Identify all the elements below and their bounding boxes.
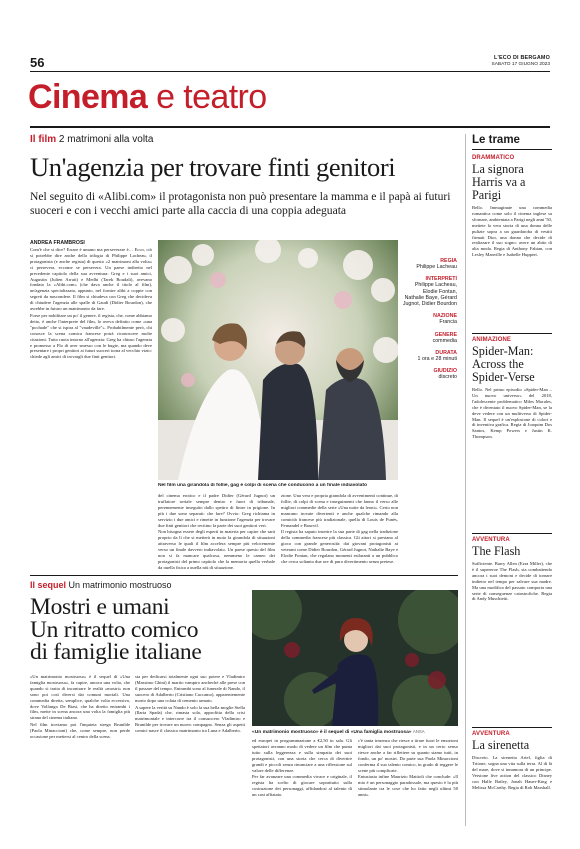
article1-kicker [30, 134, 153, 145]
sidebar-item [472, 727, 552, 849]
info-value: Philippe Lacheau [416, 264, 457, 270]
sidebar-item-genre: ANIMAZIONE [472, 337, 511, 343]
info-label: GENERE [434, 331, 457, 338]
page-date: SABATO 17 GIUGNO 2023 [491, 62, 550, 67]
sidebar-title: Le trame [472, 134, 552, 150]
info-row-country [402, 313, 457, 325]
sidebar-item-genre: DRAMMATICO [472, 155, 515, 161]
article2-photo [252, 590, 458, 726]
article1-byline: ANDREA FRAMBROSI [30, 240, 85, 246]
article2-photo-caption [252, 729, 425, 735]
article2-col1-p2: Nel film troviamo poi l'inquieta strega Brunilde (Paola Minaccioni) che, come sempre, non perde occasione per mettersi al centro della scena. [30, 722, 130, 740]
sidebar-divider [465, 134, 466, 826]
article2-headline-line1: Mostri e umani [30, 594, 170, 620]
info-value: Francia [439, 319, 457, 326]
info-row-genre [402, 332, 457, 344]
section-title-part2: e teatro [156, 78, 267, 116]
sidebar-item-text: Bello. Nel primo episodio «Spider-Man – Un nuovo universo» del 2018, l'adolescente problematico Miles Morales, che è diventato il nuovo Spider-Man, se la deve vedere con un multiverso di Spider-Man. Il sequel è un'esplosione di colori e di inventiva grafica. Regia di Joaquim Dos Santos, Kemp Powers e Justin K. Thompson. [472, 387, 552, 440]
article1-col3-p1: zione. Una vera e propria girandola di avvenimenti continue, di follie, di colpi di scena e inseguimenti che fanno il verso alle migliori commedie della serie «Una notte da leoni». Certo non mancano trovate divertenti e anche qualche rimando alla comicità francese più tradizionale, quella di Louis de Funès, Fernandel e Bourvil. [281, 493, 398, 528]
sidebar-le-trame [472, 134, 552, 849]
info-label: INTERPRETI [425, 276, 457, 283]
info-row-rating [402, 368, 457, 380]
sidebar-item [472, 333, 552, 527]
article2-headline [30, 596, 202, 664]
article2-col1 [30, 674, 130, 826]
sidebar-item-title: La sirenetta [472, 738, 530, 752]
article2-caption-text: «Un matrimonio mostruoso» è il sequel di «Una famiglia mostruosa» [252, 730, 412, 735]
article2-col3-p1: ed europei in programmazione a €2,50 in sala. Gli spettatori avranno modo di vedere un film che punta tutto sulla leggerezza e sulla simpatia dei suoi protagonisti, con una storia che cerca di divertire grandi e piccoli senza rinunciare a una riflessione sul valore delle differenze. [252, 738, 352, 773]
section-rule [30, 126, 550, 128]
article2-col2-p1: sta per dedicarsi totalmente ogni suo potere e Vladimiro (Massimo Ghini) il marito vampiro ancheché alle prese con il passare del tempo. Entrambi sono al funerale di Nando, il suocero di Adalberto (Cristiano Caccamo), apparentemente morto dopo una colata di cemento armato. [135, 674, 245, 703]
section-title-part1: Cinema [28, 78, 148, 116]
article1-headline: Un'agenzia per trovare finti genitori [30, 152, 396, 182]
info-label: REGIA [440, 258, 457, 264]
article2-kicker [30, 580, 172, 590]
article1-kicker-rest: 2 matrimoni alla volta [58, 134, 154, 145]
info-row-director [402, 258, 457, 270]
info-label: DURATA [435, 350, 457, 357]
article1-col2-p1: del cinema erotico e il padre Didier (Gérard Jugnot) un truffatore seriale sempre dentro e fuori di tribunale, perennemente inseguito dallo spettro di finire in prigione. In più i due sono separati: che fare? Ovvio: Greg richiama in servizio i due amici e rimette in funzione l'agenzia per trovare due finti genitori che recitino la parte dei suoi genitori veri. [158, 493, 275, 528]
article1-col1-p1: Com'è che si dice? Errare è umano ma perseverare è… Ecco, ciò si potrebbe dire anche della trilogia di Philippe Lacheau, il protagonista (e anche regista) di questo «2 matrimoni alla volta» ci persevera, eccome se persevera. Un paese indiretto nel precedente capitolo della sua avventura: Greg e i suoi amici, Augustin (Julien Arruti) e Medhi (Tarek Boudali), avevano fondato la «Alibi.com» (che dava anche il titolo al film), un'agenzia specializzata, appunto, nel fornire alibi a coppie con segreti da nascondere. Il film si chiudeva con Greg che decideva di chiudere l'agenzia alle spalle di Gaudi (Didier Bourdon), che avrebbe in futuro un matrimonio da fare. [30, 247, 152, 312]
info-label: NAZIONE [433, 313, 457, 320]
article2-kicker-rest: Un matrimonio mostruoso [68, 580, 172, 590]
article1-col2-p2: Non bisogna essere degli esperti in materia per capire che sarà proprio da lì che si metterà in moto la girandola di situazioni attraverso le quali il film accelera sempre più velocemente verso un finale davvero indiavolato. Un paese questo del film non si fa mancare qualcosa, nemmeno le cameo dei protagonisti del primo capitolo che la memoria quella verbale da quella fisica a quella più di situazione. [158, 529, 275, 569]
article2-col3-p2: Per far avanzare una commedia vivace e originale, il regista ha scelto di giocare soprattutto sulla costruzione dei personaggi, affidandosi al talento di un cast affiatato. [252, 774, 352, 798]
article2-headline-line2: Un ritratto comico [30, 616, 199, 643]
article2-col2 [135, 674, 245, 826]
article2-col4-p1: c'è tanta irruenza che riesce a tirare fuori le emozioni migliori dai suoi protagonisti, e in un certo senso riesce anche a far riflettere su quanto siamo tutti, in fondo, un po' mostri. Da parte sua Paola Minaccioni conferma il suo talento comico, in grado di reggere le scene più complicate. [358, 738, 458, 773]
sidebar-item-genre: AVVENTURA [472, 731, 510, 737]
wedding-photo-illustration [158, 240, 398, 480]
sidebar-item-title: La signora Harris va a Parigi [472, 162, 526, 202]
info-label: GIUDIZIO [433, 368, 457, 375]
article2-headline-line3: di famiglie italiane [30, 639, 202, 665]
sidebar-item-genre: AVVENTURA [472, 537, 510, 543]
article1-kicker-label: Il film [30, 134, 57, 145]
article1-col2 [158, 493, 275, 569]
article1-photo-caption: Nel film una girandola di follie, gag e colpi di scena che conducono a un finale indiavolato [158, 483, 367, 488]
info-value: discreto [438, 374, 457, 381]
sidebar-item [472, 533, 552, 721]
section-title [28, 78, 267, 116]
article1-col3-p2: Il regista ha saputo inserire la sua parte di gag nella tradizione della commedia francese più classica. Gli attori si prestano al gioco con grande generosità: dai giovani protagonisti ai veterani come Didier Bourdon, Gérard Jugnot, Nathalie Baye e Elodie Fontan, che regalano momenti esilaranti a un pubblico che cerca soltanto due ore di puro divertimento senza pretese. [281, 529, 398, 564]
sidebar-item-text: Discreto. La sirenetta Ariel, figlia di Tritone, sogna una vita sulla terra. Al di là del mare, dove si innamora di un principe. Versione live action del classico Disney con Halle Bailey, Jonah Hauer-King e Melissa McCarthy. Regia di Rob Marshall. [472, 755, 552, 790]
info-row-cast [402, 276, 457, 307]
article1-col1-p2: Forse per nobilitare un po' il genere, il regista, che, come abbiamo detto, è anche l'interprete del film, lo aveva definito come «una "pochade" che si ispira al "vaudeville"». Probabilmente però, chi conosce la scena comica francese potrà riconoscere molte citazioni. Tutto ruota intorno all'agenzia: Greg ha chiuso l'agenzia e promesso a Flo di aver smesso con le bugie, ma quando deve presentare i propri genitori ai futuri suoceri torna al vecchio vizio: chiede agli amici di trovargli due finti genitori. [30, 312, 152, 360]
sidebar-item-title: Spider-Man: Across the Spider-Verse [472, 344, 535, 384]
header-rule [30, 71, 550, 72]
article1-standfirst: Nel seguito di «Alibi.com» il protagonista non può presentare la mamma e il papà ai futuri suoceri e con i vecchi amici parte alla caccia di una coppia adeguata [30, 190, 451, 217]
newspaper-name: L'ECO DI BERGAMO [494, 55, 550, 61]
info-row-duration [402, 350, 457, 362]
film-infobox [402, 258, 457, 381]
sidebar-item-title: The Flash [472, 544, 521, 558]
info-value: commedia [432, 337, 457, 344]
sidebar-item [472, 155, 552, 327]
article2-col3 [252, 738, 352, 826]
sequel-photo-illustration [252, 590, 458, 726]
article1-col3 [281, 493, 398, 569]
article2-col4-p2: Entusiasta infine Maurizio Mattioli che conclude: «Il mio è un personaggio paradossale, ma questo è la più stimolante tra le cose che ho fatto negli ultimi 50 anni». [358, 774, 458, 798]
info-value: Philippe Lacheau, Elodie Fontan, Nathalie Baye, Gérard Jugnot, Didier Bourdon [402, 282, 457, 308]
article1-col1 [30, 247, 152, 569]
article-divider [30, 575, 458, 576]
article2-kicker-label: Il sequel [30, 580, 67, 590]
article2-photo-credit: ANSA [412, 729, 425, 734]
article2-col1-p1: «Un matrimonio mostruoso» è il sequel di «Una famiglia mostruosa», fa capire, ancora una volta, che quando si tratta di incontrare le realtà «mostri» non sono poi così diversi dai comuni mortali. Una commedia diretta, semplice, qualche volta eccessiva, dove Volfango De Biasi, che ha diretto entrambi i film, mette in scena ancora una volta la famiglia più strana del cinema italiano. [30, 674, 130, 721]
article1-photo [158, 240, 398, 480]
article2-col2-p2: A sapere la verità su Nando è solo la sua bella moglie Stella (Ilaria Spada) che, rimasta sola, approfitta della crisi matrimoniale e intercorre tra il consuocero Vladimiro e Brunilde per trovare un nuovo compagno. Senza gli aspetti comici nasce il classico matrimonio tra Luna e Adalberto. [135, 704, 245, 734]
sidebar-item-text: Sufficiente. Barry Allen (Ezra Miller), che è il supereroe The Flash, sta combattendo ancora i suoi demoni e decide di tornare indietro nel tempo per salvare sua madre. Ma una modifica del passato comporta una serie di conseguenze catastrofiche. Regia di Andy Muschietti. [472, 561, 552, 602]
info-value: 1 ora e 28 minuti [417, 356, 457, 363]
page-number: 56 [30, 55, 45, 70]
article2-col4 [358, 738, 458, 826]
sidebar-item-text: Bello. Immaginate una commedia romantica come solo il cinema inglese sa sfornare, ambientata a Parigi negli anni '50, mettete la vera storia di una donna delle pulizie sopra a un guardaroba di vestiti firmati Dior, una donna che decide di realizzare il suo sogno: avere un abito di alta moda. Regia di Anthony Fabian, con Lesley Manville e Isabelle Huppert. [472, 205, 552, 258]
